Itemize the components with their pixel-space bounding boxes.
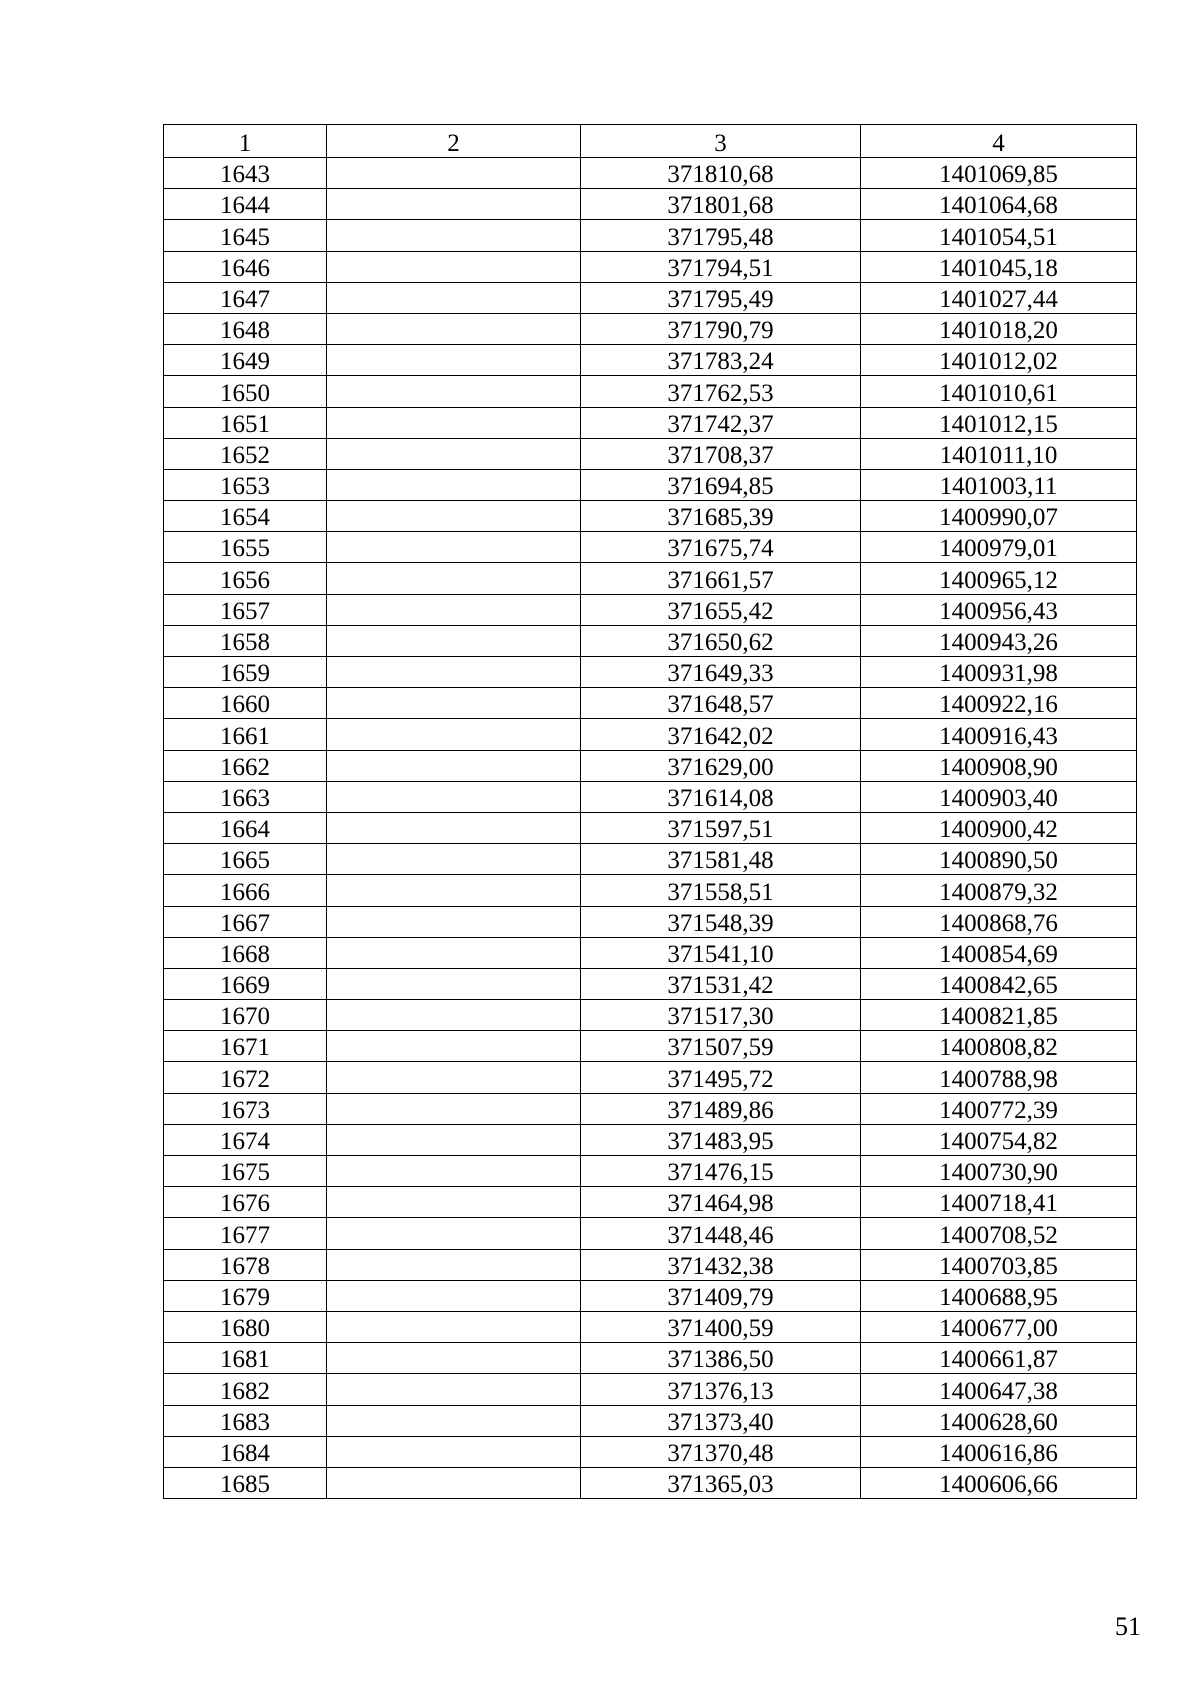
table-cell-col1: 1669 xyxy=(164,968,327,999)
table-row xyxy=(164,1343,1137,1374)
table-cell-col1: 1648 xyxy=(164,313,327,344)
table-cell-col1: 1673 xyxy=(164,1093,327,1124)
table-cell-col4: 1400916,43 xyxy=(861,719,1137,750)
table-cell-col3: 371655,42 xyxy=(581,594,861,625)
table-row xyxy=(164,251,1137,282)
table-cell-col1: 1676 xyxy=(164,1187,327,1218)
table-cell-col1: 1681 xyxy=(164,1343,327,1374)
table-cell-col1: 1660 xyxy=(164,688,327,719)
table-cell-col3: 371581,48 xyxy=(581,844,861,875)
table-body xyxy=(164,158,1137,1499)
table-cell-col1: 1662 xyxy=(164,750,327,781)
table-cell-col3: 371649,33 xyxy=(581,657,861,688)
table-row xyxy=(164,438,1137,469)
table-row xyxy=(164,1249,1137,1280)
table-cell-col1: 1661 xyxy=(164,719,327,750)
table-cell-col2 xyxy=(327,1343,581,1374)
table-cell-col3: 371629,00 xyxy=(581,750,861,781)
table-cell-col4: 1401010,61 xyxy=(861,376,1137,407)
table-cell-col4: 1400931,98 xyxy=(861,657,1137,688)
table-cell-col3: 371370,48 xyxy=(581,1436,861,1467)
table-cell-col4: 1400661,87 xyxy=(861,1343,1137,1374)
table-row xyxy=(164,844,1137,875)
table-cell-col4: 1400908,90 xyxy=(861,750,1137,781)
table-cell-col1: 1683 xyxy=(164,1405,327,1436)
table-cell-col2 xyxy=(327,625,581,656)
table-cell-col2 xyxy=(327,501,581,532)
table-cell-col1: 1652 xyxy=(164,438,327,469)
header-cell-2: 2 xyxy=(327,125,581,158)
header-cell-4: 4 xyxy=(861,125,1137,158)
table-cell-col1: 1671 xyxy=(164,1031,327,1062)
table-cell-col4: 1401018,20 xyxy=(861,313,1137,344)
table-row xyxy=(164,657,1137,688)
table-cell-col2 xyxy=(327,1062,581,1093)
table-cell-col3: 371783,24 xyxy=(581,345,861,376)
table-row xyxy=(164,563,1137,594)
table-row xyxy=(164,1000,1137,1031)
table-cell-col4: 1401003,11 xyxy=(861,469,1137,500)
header-cell-3: 3 xyxy=(581,125,861,158)
table-cell-col4: 1400754,82 xyxy=(861,1124,1137,1155)
table-cell-col4: 1401012,02 xyxy=(861,345,1137,376)
table-cell-col3: 371661,57 xyxy=(581,563,861,594)
table-row xyxy=(164,1031,1137,1062)
table-row xyxy=(164,1280,1137,1311)
table-cell-col2 xyxy=(327,376,581,407)
table-row xyxy=(164,781,1137,812)
table-cell-col3: 371642,02 xyxy=(581,719,861,750)
table-cell-col3: 371548,39 xyxy=(581,906,861,937)
table-cell-col1: 1656 xyxy=(164,563,327,594)
table-cell-col3: 371762,53 xyxy=(581,376,861,407)
table-cell-col2 xyxy=(327,750,581,781)
table-cell-col2 xyxy=(327,781,581,812)
table-cell-col4: 1400730,90 xyxy=(861,1156,1137,1187)
table-cell-col3: 371708,37 xyxy=(581,438,861,469)
table-cell-col2 xyxy=(327,189,581,220)
table-cell-col1: 1657 xyxy=(164,594,327,625)
table-cell-col2 xyxy=(327,594,581,625)
table-cell-col3: 371650,62 xyxy=(581,625,861,656)
table-cell-col2 xyxy=(327,438,581,469)
table-cell-col3: 371795,48 xyxy=(581,220,861,251)
table-cell-col2 xyxy=(327,657,581,688)
table-cell-col1: 1678 xyxy=(164,1249,327,1280)
table-cell-col1: 1650 xyxy=(164,376,327,407)
table-cell-col2 xyxy=(327,251,581,282)
table-cell-col1: 1675 xyxy=(164,1156,327,1187)
table-row xyxy=(164,1436,1137,1467)
table-row xyxy=(164,812,1137,843)
table-cell-col3: 371386,50 xyxy=(581,1343,861,1374)
table-row xyxy=(164,594,1137,625)
coordinates-table xyxy=(163,124,1137,1499)
table-cell-col3: 371376,13 xyxy=(581,1374,861,1405)
table-cell-col3: 371541,10 xyxy=(581,937,861,968)
table-cell-col1: 1659 xyxy=(164,657,327,688)
table-cell-col2 xyxy=(327,688,581,719)
table-cell-col2 xyxy=(327,345,581,376)
table-cell-col2 xyxy=(327,1436,581,1467)
table-cell-col2 xyxy=(327,563,581,594)
table-cell-col2 xyxy=(327,1467,581,1498)
table-cell-col2 xyxy=(327,1000,581,1031)
table-cell-col4: 1401054,51 xyxy=(861,220,1137,251)
table-row xyxy=(164,345,1137,376)
table-row xyxy=(164,875,1137,906)
table-cell-col3: 371517,30 xyxy=(581,1000,861,1031)
table-cell-col2 xyxy=(327,532,581,563)
table-cell-col2 xyxy=(327,1374,581,1405)
table-cell-col1: 1672 xyxy=(164,1062,327,1093)
table-cell-col4: 1400890,50 xyxy=(861,844,1137,875)
table-cell-col2 xyxy=(327,220,581,251)
table-row xyxy=(164,282,1137,313)
table-cell-col2 xyxy=(327,937,581,968)
table-cell-col1: 1658 xyxy=(164,625,327,656)
table-row xyxy=(164,158,1137,189)
table-cell-col2 xyxy=(327,1187,581,1218)
table-row xyxy=(164,376,1137,407)
table-cell-col3: 371507,59 xyxy=(581,1031,861,1062)
table-row xyxy=(164,750,1137,781)
table-cell-col4: 1400854,69 xyxy=(861,937,1137,968)
table-cell-col3: 371790,79 xyxy=(581,313,861,344)
table-cell-col2 xyxy=(327,1093,581,1124)
table-cell-col3: 371432,38 xyxy=(581,1249,861,1280)
table-cell-col2 xyxy=(327,1249,581,1280)
table-cell-col4: 1401012,15 xyxy=(861,407,1137,438)
table-cell-col1: 1653 xyxy=(164,469,327,500)
table-cell-col4: 1400979,01 xyxy=(861,532,1137,563)
table-cell-col2 xyxy=(327,719,581,750)
table-cell-col3: 371489,86 xyxy=(581,1093,861,1124)
table-row xyxy=(164,1124,1137,1155)
table-cell-col1: 1665 xyxy=(164,844,327,875)
table-cell-col3: 371648,57 xyxy=(581,688,861,719)
table-row xyxy=(164,1156,1137,1187)
table-cell-col3: 371531,42 xyxy=(581,968,861,999)
table-cell-col4: 1400628,60 xyxy=(861,1405,1137,1436)
table-cell-col4: 1401069,85 xyxy=(861,158,1137,189)
table-row xyxy=(164,906,1137,937)
table-cell-col1: 1667 xyxy=(164,906,327,937)
table-cell-col3: 371400,59 xyxy=(581,1311,861,1342)
table-cell-col4: 1400900,42 xyxy=(861,812,1137,843)
table-cell-col1: 1645 xyxy=(164,220,327,251)
table-cell-col4: 1400708,52 xyxy=(861,1218,1137,1249)
table-cell-col3: 371694,85 xyxy=(581,469,861,500)
table-cell-col2 xyxy=(327,1124,581,1155)
table-cell-col3: 371795,49 xyxy=(581,282,861,313)
table-cell-col4: 1400903,40 xyxy=(861,781,1137,812)
page-number: 51 xyxy=(1115,1612,1141,1641)
table-cell-col4: 1401064,68 xyxy=(861,189,1137,220)
table-cell-col2 xyxy=(327,1405,581,1436)
table-row xyxy=(164,532,1137,563)
table-cell-col4: 1400808,82 xyxy=(861,1031,1137,1062)
table-cell-col3: 371464,98 xyxy=(581,1187,861,1218)
table-cell-col2 xyxy=(327,469,581,500)
table-row xyxy=(164,407,1137,438)
table-cell-col1: 1682 xyxy=(164,1374,327,1405)
table-cell-col4: 1400821,85 xyxy=(861,1000,1137,1031)
table-cell-col2 xyxy=(327,812,581,843)
table-cell-col3: 371483,95 xyxy=(581,1124,861,1155)
table-cell-col3: 371742,37 xyxy=(581,407,861,438)
table-cell-col1: 1655 xyxy=(164,532,327,563)
table-cell-col3: 371810,68 xyxy=(581,158,861,189)
table-cell-col2 xyxy=(327,1156,581,1187)
table-row xyxy=(164,1374,1137,1405)
table-cell-col3: 371476,15 xyxy=(581,1156,861,1187)
table-cell-col2 xyxy=(327,158,581,189)
table-cell-col2 xyxy=(327,1218,581,1249)
table-cell-col3: 371495,72 xyxy=(581,1062,861,1093)
table-row xyxy=(164,501,1137,532)
table-row xyxy=(164,1311,1137,1342)
table-cell-col2 xyxy=(327,968,581,999)
table-cell-col2 xyxy=(327,875,581,906)
table-cell-col3: 371597,51 xyxy=(581,812,861,843)
table-row xyxy=(164,1405,1137,1436)
header-row xyxy=(164,125,1137,158)
table-cell-col2 xyxy=(327,1311,581,1342)
table-cell-col3: 371558,51 xyxy=(581,875,861,906)
table-cell-col1: 1680 xyxy=(164,1311,327,1342)
table-cell-col2 xyxy=(327,1031,581,1062)
table-cell-col1: 1666 xyxy=(164,875,327,906)
table-cell-col1: 1685 xyxy=(164,1467,327,1498)
table-cell-col3: 371675,74 xyxy=(581,532,861,563)
table-cell-col1: 1644 xyxy=(164,189,327,220)
table-cell-col4: 1401027,44 xyxy=(861,282,1137,313)
table-cell-col1: 1677 xyxy=(164,1218,327,1249)
table-row xyxy=(164,469,1137,500)
table-cell-col2 xyxy=(327,844,581,875)
table-cell-col3: 371801,68 xyxy=(581,189,861,220)
table-cell-col4: 1401045,18 xyxy=(861,251,1137,282)
table-row xyxy=(164,1062,1137,1093)
table-row xyxy=(164,313,1137,344)
table-cell-col4: 1400965,12 xyxy=(861,563,1137,594)
table-cell-col4: 1400956,43 xyxy=(861,594,1137,625)
table-cell-col3: 371448,46 xyxy=(581,1218,861,1249)
table-row xyxy=(164,1467,1137,1498)
table-cell-col2 xyxy=(327,407,581,438)
table-cell-col2 xyxy=(327,906,581,937)
table-row xyxy=(164,968,1137,999)
table-cell-col1: 1664 xyxy=(164,812,327,843)
table-row xyxy=(164,688,1137,719)
table-row xyxy=(164,189,1137,220)
table-cell-col4: 1400616,86 xyxy=(861,1436,1137,1467)
table-row xyxy=(164,937,1137,968)
table-row xyxy=(164,719,1137,750)
table-cell-col1: 1670 xyxy=(164,1000,327,1031)
table-cell-col1: 1647 xyxy=(164,282,327,313)
table-cell-col4: 1400647,38 xyxy=(861,1374,1137,1405)
table-cell-col1: 1679 xyxy=(164,1280,327,1311)
table-cell-col2 xyxy=(327,313,581,344)
table-row xyxy=(164,1187,1137,1218)
table-cell-col3: 371365,03 xyxy=(581,1467,861,1498)
table-cell-col4: 1400879,32 xyxy=(861,875,1137,906)
table-cell-col4: 1400703,85 xyxy=(861,1249,1137,1280)
table-cell-col1: 1649 xyxy=(164,345,327,376)
table-cell-col4: 1400990,07 xyxy=(861,501,1137,532)
table-row xyxy=(164,1218,1137,1249)
table-cell-col3: 371794,51 xyxy=(581,251,861,282)
table-cell-col4: 1400677,00 xyxy=(861,1311,1137,1342)
table-row xyxy=(164,625,1137,656)
table-cell-col4: 1400772,39 xyxy=(861,1093,1137,1124)
table-cell-col1: 1668 xyxy=(164,937,327,968)
table-cell-col4: 1400788,98 xyxy=(861,1062,1137,1093)
table-cell-col3: 371614,08 xyxy=(581,781,861,812)
table-cell-col3: 371373,40 xyxy=(581,1405,861,1436)
table-cell-col4: 1400718,41 xyxy=(861,1187,1137,1218)
table-cell-col4: 1400688,95 xyxy=(861,1280,1137,1311)
table-cell-col4: 1400943,26 xyxy=(861,625,1137,656)
table-cell-col1: 1646 xyxy=(164,251,327,282)
table-cell-col4: 1400868,76 xyxy=(861,906,1137,937)
header-cell-1: 1 xyxy=(164,125,327,158)
table-cell-col4: 1400606,66 xyxy=(861,1467,1137,1498)
table-cell-col1: 1651 xyxy=(164,407,327,438)
table-cell-col1: 1674 xyxy=(164,1124,327,1155)
table-cell-col2 xyxy=(327,1280,581,1311)
table-cell-col4: 1400842,65 xyxy=(861,968,1137,999)
table-row xyxy=(164,1093,1137,1124)
table-cell-col4: 1400922,16 xyxy=(861,688,1137,719)
table-cell-col1: 1654 xyxy=(164,501,327,532)
table-cell-col1: 1684 xyxy=(164,1436,327,1467)
table-cell-col3: 371409,79 xyxy=(581,1280,861,1311)
table-cell-col1: 1643 xyxy=(164,158,327,189)
table-cell-col4: 1401011,10 xyxy=(861,438,1137,469)
table-cell-col1: 1663 xyxy=(164,781,327,812)
table-cell-col2 xyxy=(327,282,581,313)
table-cell-col3: 371685,39 xyxy=(581,501,861,532)
table-row xyxy=(164,220,1137,251)
